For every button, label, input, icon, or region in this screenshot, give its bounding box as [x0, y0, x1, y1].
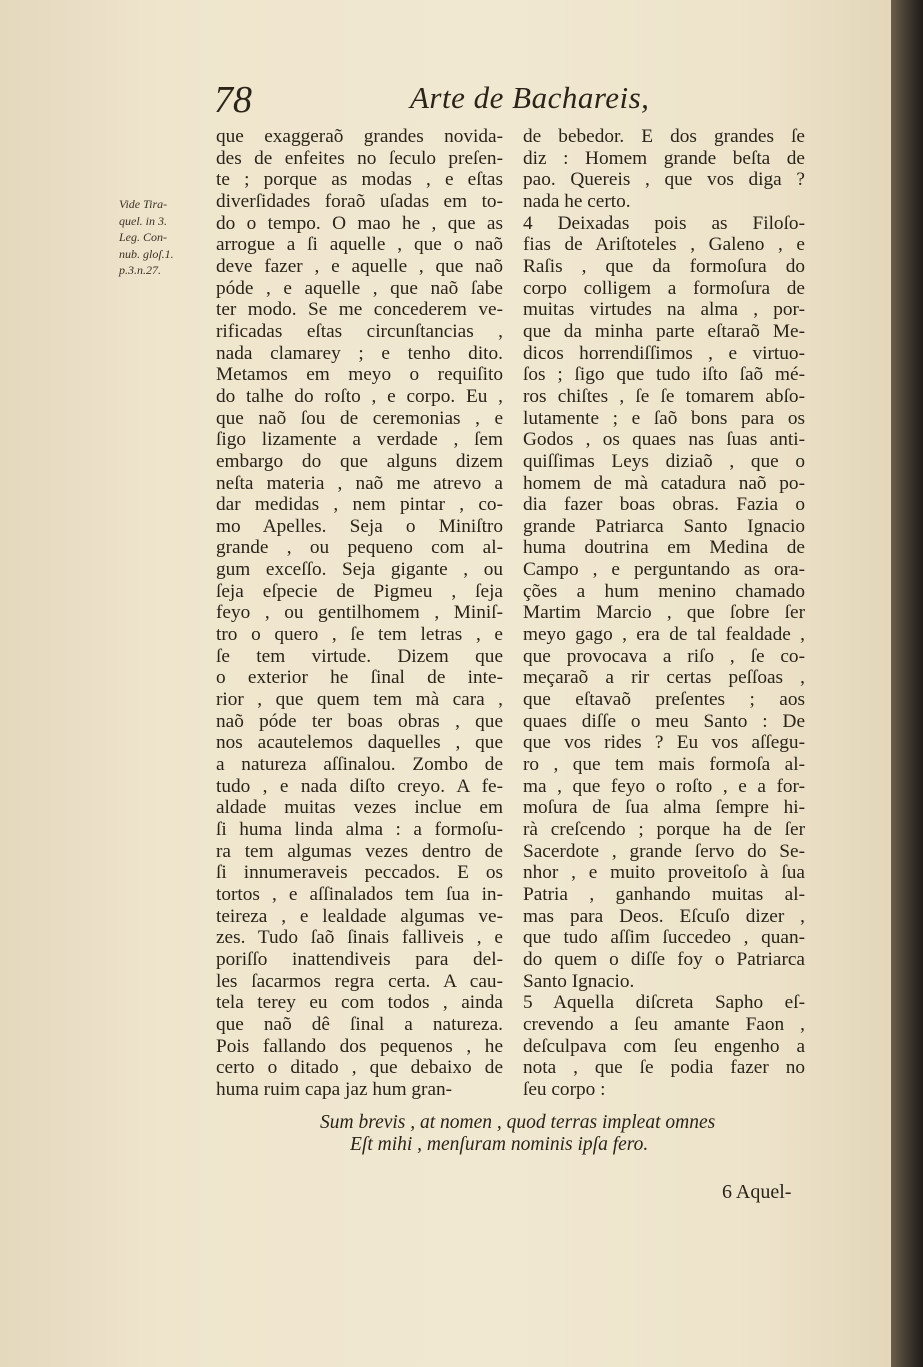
- right-column-line: Santo Ignacio.: [523, 970, 635, 992]
- page-number: 78: [214, 79, 252, 121]
- left-column-line: neſta materia , naõ me atrevo a: [216, 472, 503, 494]
- marginal-note-line: nub. gloſ.1.: [119, 246, 174, 261]
- running-head: Arte de Bachareis,: [410, 80, 650, 115]
- left-column-line: Metamos em meyo o requiſito: [216, 364, 503, 386]
- right-column-line: quaes diſſe o meu Santo : De: [523, 710, 805, 732]
- right-column-line: Patria , ganhando muitas al-: [523, 883, 805, 905]
- marginal-note: [119, 196, 209, 279]
- left-column-line: tela terey eu com todos , ainda: [216, 992, 503, 1014]
- left-column-line: aldade muitas vezes inclue em: [216, 797, 503, 819]
- right-column-line: homem de mà catadura naõ po-: [523, 472, 805, 494]
- left-column-line: gum exceſſo. Seja gigante , ou: [216, 559, 503, 581]
- right-column-line: 5 Aquella diſcreta Sapho eſ-: [523, 992, 805, 1014]
- left-column-line: certo o ditado , que debaixo de: [216, 1057, 503, 1079]
- left-column-line: naõ póde ter boas obras , que: [216, 710, 503, 732]
- left-column-line: mo Apelles. Seja o Miniſtro: [216, 515, 503, 537]
- left-column-line: a natureza aſſinalou. Zombo de: [216, 754, 503, 776]
- right-column-line: ções a hum menino chamado: [523, 580, 805, 602]
- catchword: 6 Aquel-: [722, 1181, 792, 1203]
- marginal-note-line: Vide Tira-: [119, 197, 168, 211]
- left-column-line: tro o quero , ſe tem letras , e: [216, 624, 503, 646]
- left-column-line: ſe tem virtude. Dizem que: [216, 645, 503, 667]
- left-column-line: do o tempo. O mao he , que as: [216, 212, 503, 234]
- right-column-line: Godos , os quaes nas ſuas anti-: [523, 429, 805, 451]
- right-column-line: que eſtavaõ preſentes ; aos: [523, 689, 805, 711]
- left-column-line: do talhe do roſto , e corpo. Eu ,: [216, 385, 503, 407]
- right-column-line: ſeu corpo :: [523, 1078, 606, 1100]
- right-column-line: que da minha parte eſtaraõ Me-: [523, 320, 805, 342]
- marginal-note-line: Leg. Con-: [119, 230, 167, 244]
- left-column-line: embargo do que alguns dizem: [216, 450, 503, 472]
- left-column-line: nada clamarey ; e tenho dito.: [216, 342, 503, 364]
- left-column-line: les ſacarmos regra certa. A cau-: [216, 970, 503, 992]
- left-column-line: zes. Tudo ſaõ ſinais falliveis , e: [216, 927, 503, 949]
- left-column-line: tudo , e nada diſto creyo. A fe-: [216, 775, 503, 797]
- right-column-line: deſculpava com ſeu engenho a: [523, 1035, 805, 1057]
- right-column-line: moſura de ſua alma ſempre hi-: [523, 797, 805, 819]
- right-column-line: Sacerdote , grande ſervo do Se-: [523, 840, 805, 862]
- left-column: [216, 126, 503, 1101]
- left-column-line: des de enfeites no ſeculo preſen-: [216, 147, 503, 169]
- left-column-line: nos acautelemos daquelles , que: [216, 732, 503, 754]
- right-column-line: que provocava a riſo , ſe co-: [523, 645, 805, 667]
- left-column-line: Pois fallando dos pequenos , he: [216, 1035, 503, 1057]
- right-column-line: nada he certo.: [523, 190, 631, 212]
- right-column-line: do quem o diſſe foy o Patriarca: [523, 948, 805, 970]
- right-column-line: quiſſimas Leys diziaõ , que o: [523, 450, 805, 472]
- right-column-line: pao. Quereis , que vos diga ?: [523, 169, 805, 191]
- left-column-line: ſigo lizamente a verdade , ſem: [216, 429, 503, 451]
- left-column-line: ra tem algumas vezes dentro de: [216, 840, 503, 862]
- right-column: [523, 126, 805, 1101]
- right-column-line: ſos ; ſigo que tudo iſto ſaõ mé-: [523, 364, 805, 386]
- right-column-line: Campo , e perguntando as ora-: [523, 559, 805, 581]
- right-column-line: crevendo a ſeu amante Faon ,: [523, 1013, 805, 1035]
- right-column-line: ro , que tem mais formoſa al-: [523, 754, 805, 776]
- left-column-line: que naõ dê ſinal a natureza.: [216, 1013, 503, 1035]
- left-column-line: o exterior he ſinal de inte-: [216, 667, 503, 689]
- page-header: [0, 72, 900, 122]
- right-column-line: rà creſcendo ; porque ha de ſer: [523, 819, 805, 840]
- right-column-line: mas para Deos. Eſcuſo dizer ,: [523, 905, 805, 927]
- left-column-line: que naõ ſou de ceremonias , e: [216, 407, 503, 429]
- right-column-line: que tudo aſſim ſuccedeo , quan-: [523, 927, 805, 949]
- marginal-note-line: p.3.n.27.: [119, 263, 161, 277]
- verse-line: Sum brevis , at nomen , quod terras impleat omnes: [320, 1112, 716, 1133]
- right-column-line: de bebedor. E dos grandes ſe: [523, 126, 805, 147]
- right-column-line: dia fazer boas obras. Fazia o: [523, 494, 805, 516]
- right-column-line: nota , que ſe podia fazer no: [523, 1057, 805, 1079]
- left-column-line: ſi innumeraveis peccados. E os: [216, 862, 503, 884]
- left-column-line: rificadas eſtas circunſtancias ,: [216, 320, 503, 342]
- left-column-line: tortos , e aſſinalados tem ſua in-: [216, 883, 503, 905]
- right-column-line: que vos rides ? Eu vos aſſegu-: [523, 732, 805, 754]
- left-column-line: que exaggeraõ grandes novida-: [216, 126, 503, 147]
- left-column-line: te ; porque as modas , e eſtas: [216, 169, 503, 191]
- right-column-line: meçaraõ a rir certas peſſoas ,: [523, 667, 805, 689]
- right-column-line: grande Patriarca Santo Ignacio: [523, 515, 805, 537]
- left-column-line: teireza , e lealdade algumas ve-: [216, 905, 503, 927]
- right-column-line: nhor , e muito proveitoſo à ſua: [523, 862, 805, 884]
- latin-verse: [320, 1112, 715, 1156]
- verse-line: Eſt mihi , menſuram nominis ipſa fero.: [350, 1134, 649, 1155]
- left-column-line: huma ruim capa jaz hum gran-: [216, 1078, 453, 1100]
- right-column-line: dicos horrendiſſimos , e virtuo-: [523, 342, 805, 364]
- right-column-line: meyo gago , era de tal fealdade ,: [523, 624, 805, 646]
- left-column-line: póde , e aquelle , que naõ ſabe: [216, 277, 503, 299]
- left-column-line: ter modo. Se me concederem ve-: [216, 299, 503, 321]
- left-column-line: grande , ou pequeno com al-: [216, 537, 503, 559]
- left-column-line: ſeja eſpecie de Pigmeu , ſeja: [216, 580, 503, 602]
- right-column-line: Martim Marcio , que ſobre ſer: [523, 602, 805, 624]
- left-column-line: diverſidades foraõ uſadas em to-: [216, 190, 503, 212]
- right-column-line: ros chiſtes , ſe ſe tomarem abſo-: [523, 385, 805, 407]
- right-column-line: Raſis , que da formoſura do: [523, 255, 805, 277]
- left-column-line: deve fazer , e aquelle , que naõ: [216, 255, 503, 277]
- right-column-line: diz : Homem grande beſta de: [523, 147, 805, 169]
- right-column-line: lutamente ; e ſaõ bons para os: [523, 407, 805, 429]
- left-column-line: arrogue a ſi aquelle , que o naõ: [216, 234, 503, 256]
- book-edge: [891, 0, 923, 1367]
- left-column-line: poriſſo inattendiveis para del-: [216, 948, 503, 970]
- left-column-line: rior , que quem tem mà cara ,: [216, 689, 503, 711]
- right-column-line: huma doutrina em Medina de: [523, 537, 805, 559]
- marginal-note-line: quel. in 3.: [119, 213, 167, 228]
- right-column-line: ma , que feyo o roſto , e a for-: [523, 775, 805, 797]
- right-column-line: fias de Ariſtoteles , Galeno , e: [523, 234, 805, 256]
- right-column-line: corpo colligem a formoſura de: [523, 277, 805, 299]
- right-column-line: 4 Deixadas pois as Filoſo-: [523, 212, 805, 234]
- left-column-line: ſi huma linda alma : a formoſu-: [216, 819, 503, 840]
- right-column-line: muitas virtudes na alma , por-: [523, 299, 805, 321]
- left-column-line: dar medidas , nem pintar , co-: [216, 494, 503, 516]
- left-column-line: feyo , ou gentilhomem , Miniſ-: [216, 602, 503, 624]
